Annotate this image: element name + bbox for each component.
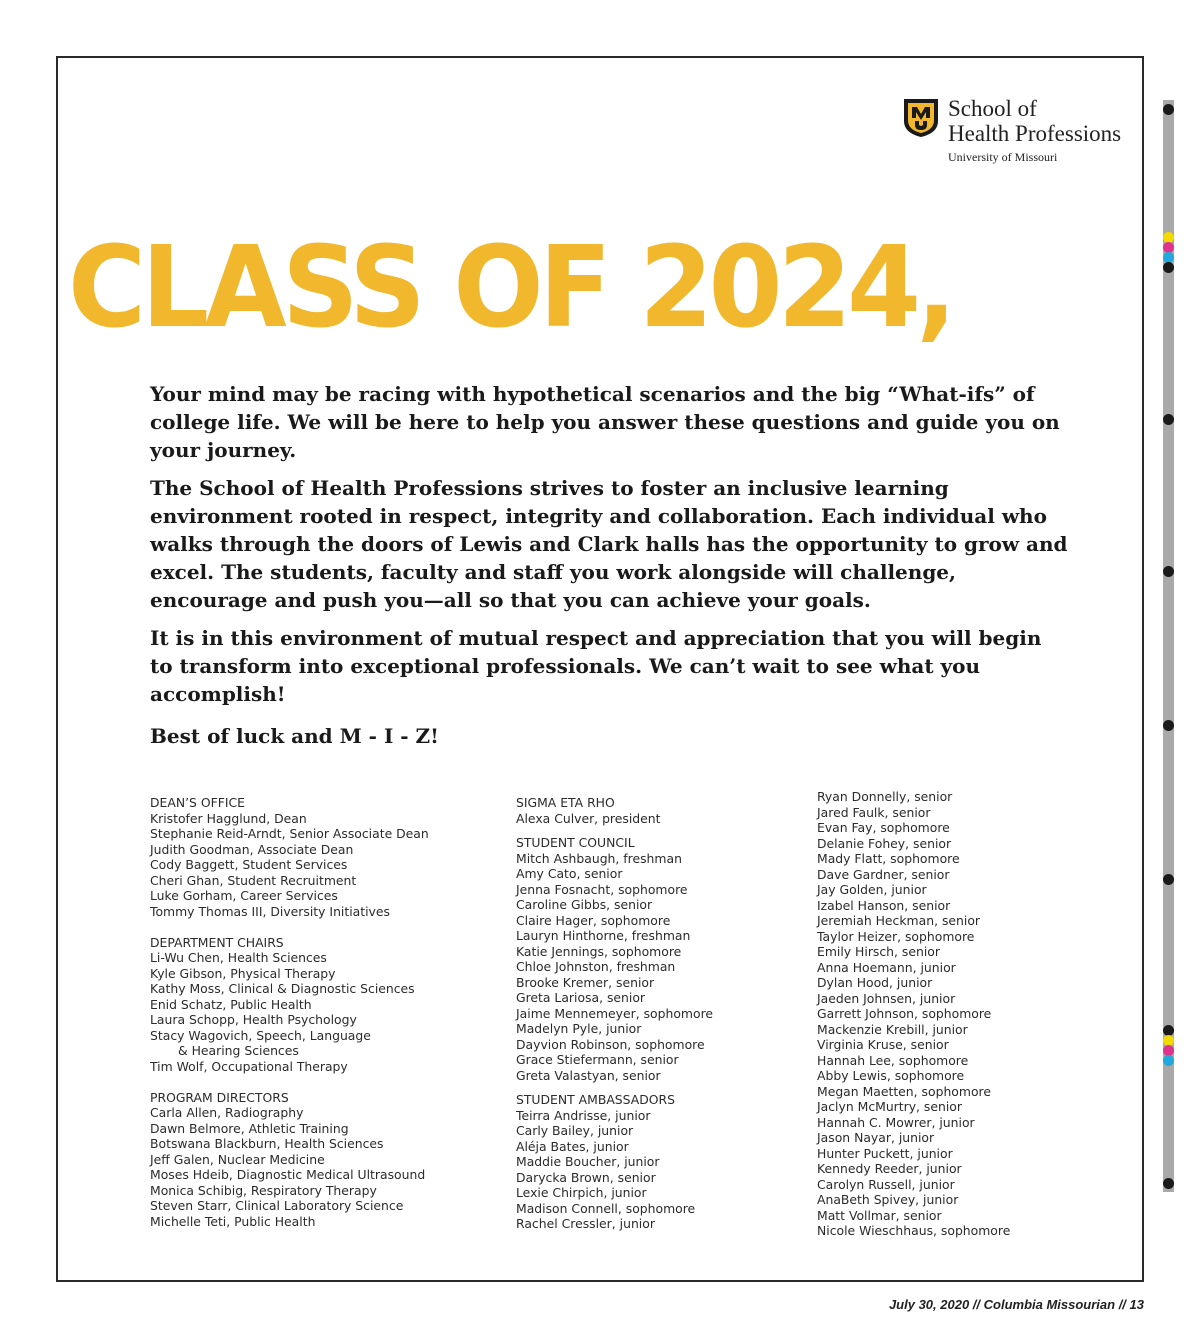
list-item: Taylor Heizer, sophomore: [817, 928, 975, 944]
list-item: Cheri Ghan, Student Recruitment: [150, 872, 357, 888]
welcome-message: [150, 380, 1070, 760]
registration-mark-icon: [1163, 1055, 1174, 1066]
section-heading: SIGMA ETA RHO: [516, 795, 615, 810]
list-item: Mitch Ashbaugh, freshman: [516, 850, 682, 866]
list-item: Dave Gardner, senior: [817, 866, 950, 882]
list-item: Jaclyn McMurtry, senior: [817, 1099, 962, 1114]
list-item: Hunter Puckett, junior: [817, 1145, 953, 1161]
list-item: AnaBeth Spivey, junior: [817, 1192, 959, 1207]
list-item: Virginia Kruse, senior: [817, 1037, 949, 1052]
list-item: Nicole Wieschhaus, sophomore: [817, 1223, 1011, 1238]
list-item: Aléja Bates, junior: [516, 1138, 629, 1154]
list-item: Michelle Teti, Public Health: [150, 1213, 316, 1229]
list-item: Emily Hirsch, senior: [817, 944, 940, 959]
column-3: [817, 789, 1010, 1239]
logo-name-line1: School of: [948, 96, 1037, 121]
list-item: Laura Schopp, Health Psychology: [150, 1012, 357, 1027]
list-item: Garrett Johnson, sophomore: [817, 1006, 992, 1021]
list-item: Lauryn Hinthorne, freshman: [516, 928, 691, 943]
list-item: Lexie Chirpich, junior: [516, 1185, 647, 1200]
list-item: Amy Cato, senior: [516, 866, 623, 881]
logo-university: University of Missouri: [948, 150, 1058, 164]
list-item: Matt Vollmar, senior: [817, 1207, 942, 1223]
paragraph-1: Your mind may be racing with hypothetical scenarios and the big “What-ifs” of college life. We will be here to help you answer these questions and guide you on your journey.: [150, 382, 1060, 462]
section-heading: PROGRAM DIRECTORS: [150, 1089, 289, 1105]
paragraph-2: The School of Health Professions strives to foster an inclusive learning environment rooted in respect, integrity and collaboration. Each individual who walks through the doors of Lewis and Clark halls has the opportunity to grow and excel. The students, faculty and staff you work alongside will challenge, encourage and push you—all so that you can achieve your goals.: [150, 476, 1068, 612]
list-item: Jay Golden, junior: [817, 882, 927, 897]
headline: CLASS OF 2024,: [68, 223, 952, 353]
list-item: Jaime Mennemeyer, sophomore: [516, 1005, 714, 1021]
list-item: Anna Hoemann, junior: [817, 959, 956, 975]
list-item: Caroline Gibbs, senior: [516, 897, 653, 912]
section-heading: DEPARTMENT CHAIRS: [150, 934, 284, 950]
list-item: Botswana Blackburn, Health Sciences: [150, 1136, 384, 1151]
list-item: Abby Lewis, sophomore: [817, 1068, 965, 1083]
list-item: Delanie Fohey, senior: [817, 835, 952, 851]
registration-bar: [1163, 100, 1174, 1192]
registration-mark-icon: [1163, 874, 1174, 885]
list-item: Brooke Kremer, senior: [516, 974, 655, 990]
list-item: Jeff Galen, Nuclear Medicine: [150, 1151, 325, 1167]
list-item: Hannah Lee, sophomore: [817, 1052, 969, 1068]
registration-mark-icon: [1163, 1178, 1174, 1189]
list-item: Chloe Johnston, freshman: [516, 959, 676, 974]
list-item: Tim Wolf, Occupational Therapy: [150, 1058, 348, 1074]
list-item: Stephanie Reid-Arndt, Senior Associate Dean: [150, 826, 429, 841]
list-item: Carla Allen, Radiography: [150, 1105, 304, 1120]
list-item: Jenna Fosnacht, sophomore: [516, 881, 688, 897]
list-item: Cody Baggett, Student Services: [150, 857, 348, 872]
list-item: Carly Bailey, junior: [516, 1123, 634, 1138]
list-item: Greta Lariosa, senior: [516, 990, 646, 1005]
list-item: Enid Schatz, Public Health: [150, 996, 312, 1012]
section-heading: DEAN’S OFFICE: [150, 795, 245, 810]
list-item: Ryan Donnelly, senior: [817, 789, 953, 804]
list-item: Katie Jennings, sophomore: [516, 943, 682, 959]
list-item: Jason Nayar, junior: [817, 1130, 935, 1145]
list-item: Madison Connell, sophomore: [516, 1200, 696, 1216]
page-footer: July 30, 2020 // Columbia Missourian // 13: [888, 1297, 1144, 1312]
list-item: Kyle Gibson, Physical Therapy: [150, 965, 336, 981]
list-item: Carolyn Russell, junior: [817, 1176, 955, 1192]
list-item: Darycka Brown, senior: [516, 1169, 656, 1185]
list-item: Kathy Moss, Clinical & Diagnostic Sciences: [150, 981, 415, 996]
list-item: Jaeden Johnsen, junior: [817, 990, 956, 1006]
list-item: Rachel Cressler, junior: [516, 1216, 655, 1231]
column-2: [516, 795, 713, 1232]
list-item: Luke Gorham, Career Services: [150, 888, 338, 903]
list-item: Dylan Hood, junior: [817, 975, 933, 990]
list-item: Stacy Wagovich, Speech, Language: [150, 1027, 371, 1043]
registration-mark-icon: [1163, 720, 1174, 731]
list-item: Claire Hager, sophomore: [516, 912, 671, 928]
list-item: Grace Stiefermann, senior: [516, 1052, 679, 1067]
mu-shield-icon: [904, 99, 938, 137]
registration-mark-icon: [1163, 414, 1174, 425]
list-item: Moses Hdeib, Diagnostic Medical Ultrasound: [150, 1167, 426, 1182]
section-heading: STUDENT COUNCIL: [516, 835, 635, 850]
list-item: Izabel Hanson, senior: [817, 897, 951, 913]
list-item: Teirra Andrisse, junior: [516, 1107, 651, 1123]
list-item: Greta Valastyan, senior: [516, 1067, 661, 1083]
registration-mark-icon: [1163, 262, 1174, 273]
list-item: Hannah C. Mowrer, junior: [817, 1114, 975, 1130]
list-item: Megan Maetten, sophomore: [817, 1083, 991, 1099]
list-item: Monica Schibig, Respiratory Therapy: [150, 1182, 377, 1198]
list-item: & Hearing Sciences: [178, 1043, 299, 1058]
section-heading: STUDENT AMBASSADORS: [516, 1092, 675, 1107]
signoff: Best of luck and M - I - Z!: [150, 724, 439, 748]
paragraph-3: It is in this environment of mutual respect and appreciation that you will begin to transform into exceptional professionals. We can’t wait to see what you accomplish!: [150, 626, 1042, 706]
registration-mark-icon: [1163, 566, 1174, 577]
list-item: Jeremiah Heckman, senior: [817, 913, 980, 928]
list-item: Judith Goodman, Associate Dean: [150, 841, 354, 857]
list-item: Kennedy Reeder, junior: [817, 1161, 962, 1176]
list-item: Dawn Belmore, Athletic Training: [150, 1120, 349, 1136]
list-item: Mady Flatt, sophomore: [817, 851, 960, 866]
list-item: Evan Fay, sophomore: [817, 820, 950, 835]
registration-mark-icon: [1163, 104, 1174, 115]
list-item: Steven Starr, Clinical Laboratory Science: [150, 1198, 404, 1213]
list-item: Dayvion Robinson, sophomore: [516, 1036, 705, 1052]
column-1: [150, 795, 429, 1229]
school-logo: [904, 97, 1134, 167]
list-item: Tommy Thomas III, Diversity Initiatives: [150, 903, 390, 919]
list-item: Maddie Boucher, junior: [516, 1154, 660, 1169]
list-item: Mackenzie Krebill, junior: [817, 1021, 968, 1037]
list-item: Kristofer Hagglund, Dean: [150, 810, 307, 826]
list-item: Madelyn Pyle, junior: [516, 1021, 642, 1036]
list-item: Li-Wu Chen, Health Sciences: [150, 950, 327, 965]
logo-name-line2: Health Professions: [948, 121, 1122, 146]
list-item: Jared Faulk, senior: [817, 804, 931, 820]
list-item: Alexa Culver, president: [516, 810, 661, 826]
